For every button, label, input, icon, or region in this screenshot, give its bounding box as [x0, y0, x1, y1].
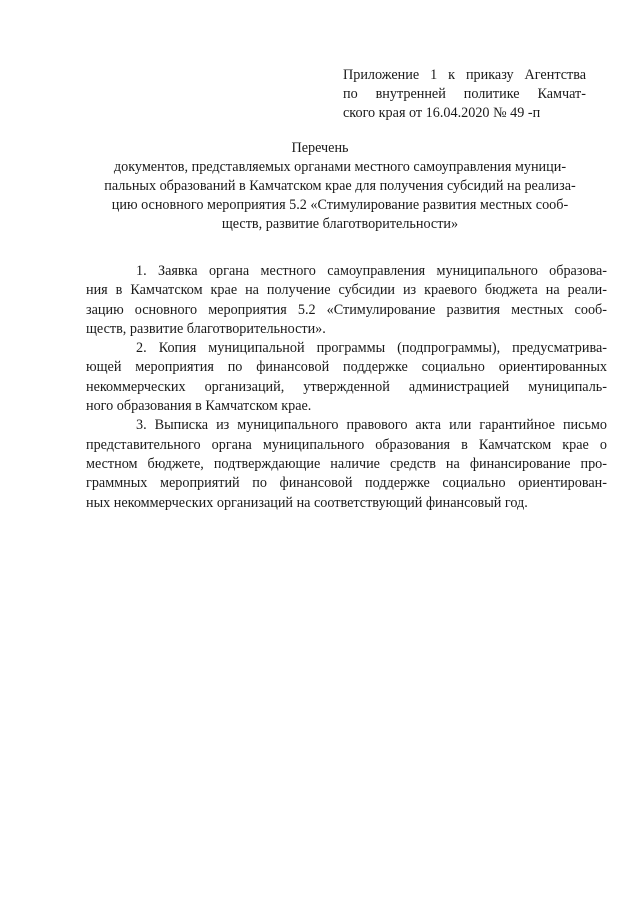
item-line: ного образования в Камчатском крае. — [86, 398, 312, 415]
item-line: ния в Камчатском крае на получение субсидии из краевого бюджета на реали- — [86, 282, 607, 299]
subtitle-line: ществ, развитие благотворительности» — [221, 216, 459, 232]
appendix-line: Приложение 1 к приказу Агентства — [343, 67, 586, 83]
item-line: некоммерческих организаций, утвержденной администрацией муниципаль- — [86, 378, 607, 395]
appendix-line: по внутренней политике Камчат- — [343, 86, 586, 102]
item-line: ществ, развитие благотворительности». — [86, 320, 326, 337]
item-line: граммных мероприятий по финансовой поддержке социально ориентирован- — [86, 475, 607, 492]
subtitle-line: цию основного мероприятия 5.2 «Стимулирование развития местных сооб- — [111, 197, 569, 213]
list-item-3 — [86, 416, 607, 512]
item-line: 2. Копия муниципальной программы (подпрограммы), предусматрива- — [136, 340, 607, 357]
subtitle-line: документов, представляемых органами местного самоуправления муници- — [113, 159, 567, 175]
document-body — [86, 262, 607, 513]
appendix-line: ского края от 16.04.2020 № 49 -п — [343, 105, 541, 121]
document-subtitle — [80, 158, 600, 234]
item-line: ных некоммерческих организаций на соответствующий финансовый год. — [86, 494, 528, 511]
item-line: представительного органа муниципального образования в Камчатском крае о — [86, 436, 607, 453]
item-line: зацию основного мероприятия 5.2 «Стимулирование развития местных сооб- — [86, 301, 607, 318]
document-title: Перечень — [291, 140, 349, 156]
list-item-1 — [86, 262, 607, 339]
item-line: 3. Выписка из муниципального правового акта или гарантийное письмо — [136, 417, 607, 434]
subtitle-line: пальных образований в Камчатском крае для получения субсидий на реализа- — [104, 178, 576, 194]
item-line: местном бюджете, подтверждающие наличие средств на финансирование про- — [86, 455, 607, 472]
item-line: 1. Заявка органа местного самоуправления муниципального образова- — [136, 263, 607, 279]
item-line: ющей мероприятия по финансовой поддержке социально ориентированных — [86, 359, 607, 376]
appendix-header — [343, 66, 586, 123]
list-item-2 — [86, 339, 607, 416]
